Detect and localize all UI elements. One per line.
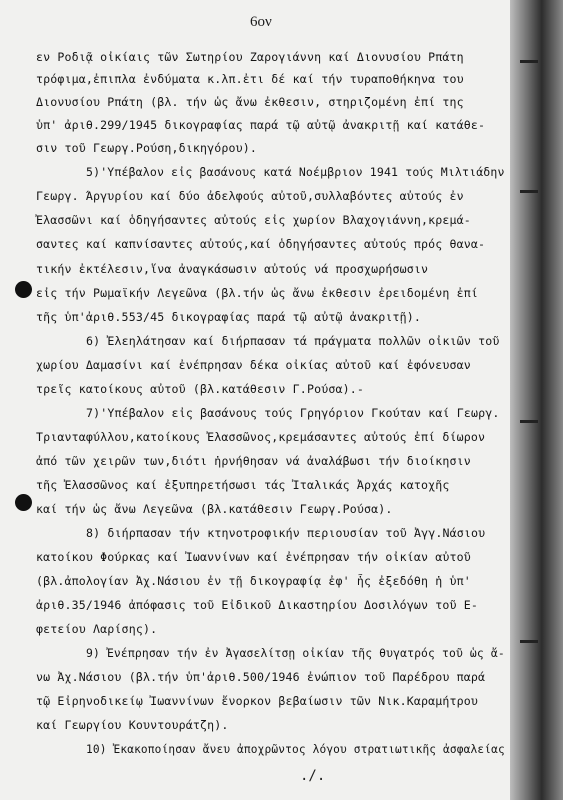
strip-mark (520, 60, 538, 63)
text-line: 8) διήρπασαν τήν κτηνοτροφικήν περιουσίαν τοῦ Ἀγγ.Νάσιου (86, 526, 486, 540)
text-line: κατοίκου Φούρκας καί Ἰωαννίνων καί ἐνέπρησαν τήν οἰκίαν αὐτοῦ (36, 550, 471, 564)
text-line: τῷ Εἰρηνοδικείῳ Ἰωαννίνων ἔνορκον βεβαίωσιν τῶν Νικ.Καραμήτρου (36, 694, 479, 708)
strip-mark (520, 190, 538, 193)
text-line: καί τήν ὡς ἄνω Λεγεῶνα (βλ.κατάθεσιν Γεωργ.Ρούσα). (36, 502, 393, 516)
text-line: τικήν ἐκτέλεσιν,ἵνα ἀναγκάσωσιν αὐτούς νά προσχωρήσωσιν (36, 262, 429, 276)
punch-hole-icon (15, 281, 32, 298)
text-line: τῆς ὑπ'ἀριθ.553/45 δικογραφίας παρά τῷ αὐτῷ ἀνακριτῇ). (36, 310, 422, 324)
footer-mark: ./. (300, 768, 326, 784)
text-line: Ἐλασσῶνι καί ὁδηγήσαντες αὐτούς εἰς χωρίον Βλαχογιάννη,κρεμά- (36, 213, 471, 227)
text-line: 5)'Υπέβαλον εἰς βασάνους κατά Νοέμβριον 1941 τούς Μιλτιάδην (86, 165, 505, 179)
text-line: Γεωργ. Άργυρίου καί δύο ἀδελφούς αὐτοῦ,συλλαβόντες αὐτούς ἐν (36, 189, 464, 203)
page-number: 6ον (250, 14, 272, 30)
text-line: (βλ.ἀπολογίαν Ἀχ.Νάσιου ἐν τῇ δικογραφίᾳ ἐφ' ἧς ἐξεδόθη ἡ ὑπ' (36, 574, 471, 588)
text-line: ὑπ' ἀριθ.299/1945 δικογραφίας παρά τῷ αὐτῷ ἀνακριτῇ καί κατάθε- (36, 118, 486, 132)
text-line: τῆς Ἐλασσῶνος καί ἐξυπηρετήσωσι τάς Ἰταλικάς Ἀρχάς κατοχῆς (36, 478, 450, 492)
text-line: νω Ἀχ.Νάσιου (βλ.τήν ὑπ'ἀριθ.500/1946 ἐνώπιον τοῦ Παρέδρου παρά (36, 670, 486, 684)
strip-mark (520, 640, 538, 643)
text-line: 9) Ἐνέπρησαν τήν ἐν Ἀγασελίτσῃ οἰκίαν τῆς θυγατρός τοῦ ὡς ἄ- (86, 646, 505, 660)
text-line: ἀπό τῶν χειρῶν των,διότι ἠρνήθησαν νά ἀναλάβωσι τήν διοίκησιν (36, 454, 471, 468)
text-line: εἰς τήν Ρωμαϊκήν Λεγεῶνα (βλ.τήν ὡς ἄνω ἐκθεσιν ἐρειδομένη ἐπί (36, 286, 479, 300)
text-line: 6) Ἐλεηλάτησαν καί διήρπασαν τά πράγματα πολλῶν οἰκιῶν τοῦ (86, 334, 500, 348)
text-line: Τριανταφύλλου,κατοίκους Ἐλασσῶνος,κρεμάσαντες αὐτούς ἐπί δίωρον (36, 430, 486, 444)
text-line: φετείου Λαρίσης). (36, 622, 158, 636)
text-line: σιν τοῦ Γεωργ.Ρούση,δικηγόρου). (36, 141, 258, 155)
text-line: τρεῖς κατοίκους αὐτοῦ (βλ.κατάθεσιν Γ.Ρούσα).- (36, 382, 364, 396)
text-line: τρόφιμα,ἐπιπλα ἐνδύματα κ.λπ.ἐτι δέ καί τήν τυραποθήκηνα του (36, 72, 464, 86)
text-line: χωρίου Δαμασίνι καί ἐνέπρησαν δέκα οἰκίας αὐτοῦ καί ἐφόνευσαν (36, 358, 471, 372)
punch-hole-icon (15, 494, 32, 511)
text-line: 7)'Υπέβαλον εἰς βασάνους τούς Γρηγόριον Γκούταν καί Γεωργ. (86, 406, 500, 420)
page-edge-strip (510, 0, 563, 800)
text-line: καί Γεωργίου Κουντουράτζη). (36, 718, 229, 732)
text-line: σαντες καί καπνίσαντες αὐτούς,καί ὁδηγήσαντες αὐτούς πρός θανα- (36, 237, 486, 251)
text-line: Διονυσίου Ρπάτη (βλ. τήν ὡς ἄνω ἐκθεσιν, στηριζομένη ἐπί της (36, 95, 464, 109)
text-line: 10) Ἐκακοποίησαν ἄνευ ἀποχρῶντος λόγου στρατιωτικῆς ἀσφαλείας (86, 742, 505, 756)
strip-mark (520, 420, 538, 423)
text-line: εν Ροδιᾷ οἰκίαις τῶν Σωτηρίου Ζαρογιάννη καί Διονυσίου Ρπάτη (36, 50, 464, 64)
text-line: ἀριθ.35/1946 ἀπόφασις τοῦ Εἰδικοῦ Δικαστηρίου Δοσιλόγων τοῦ Ε- (36, 598, 479, 612)
